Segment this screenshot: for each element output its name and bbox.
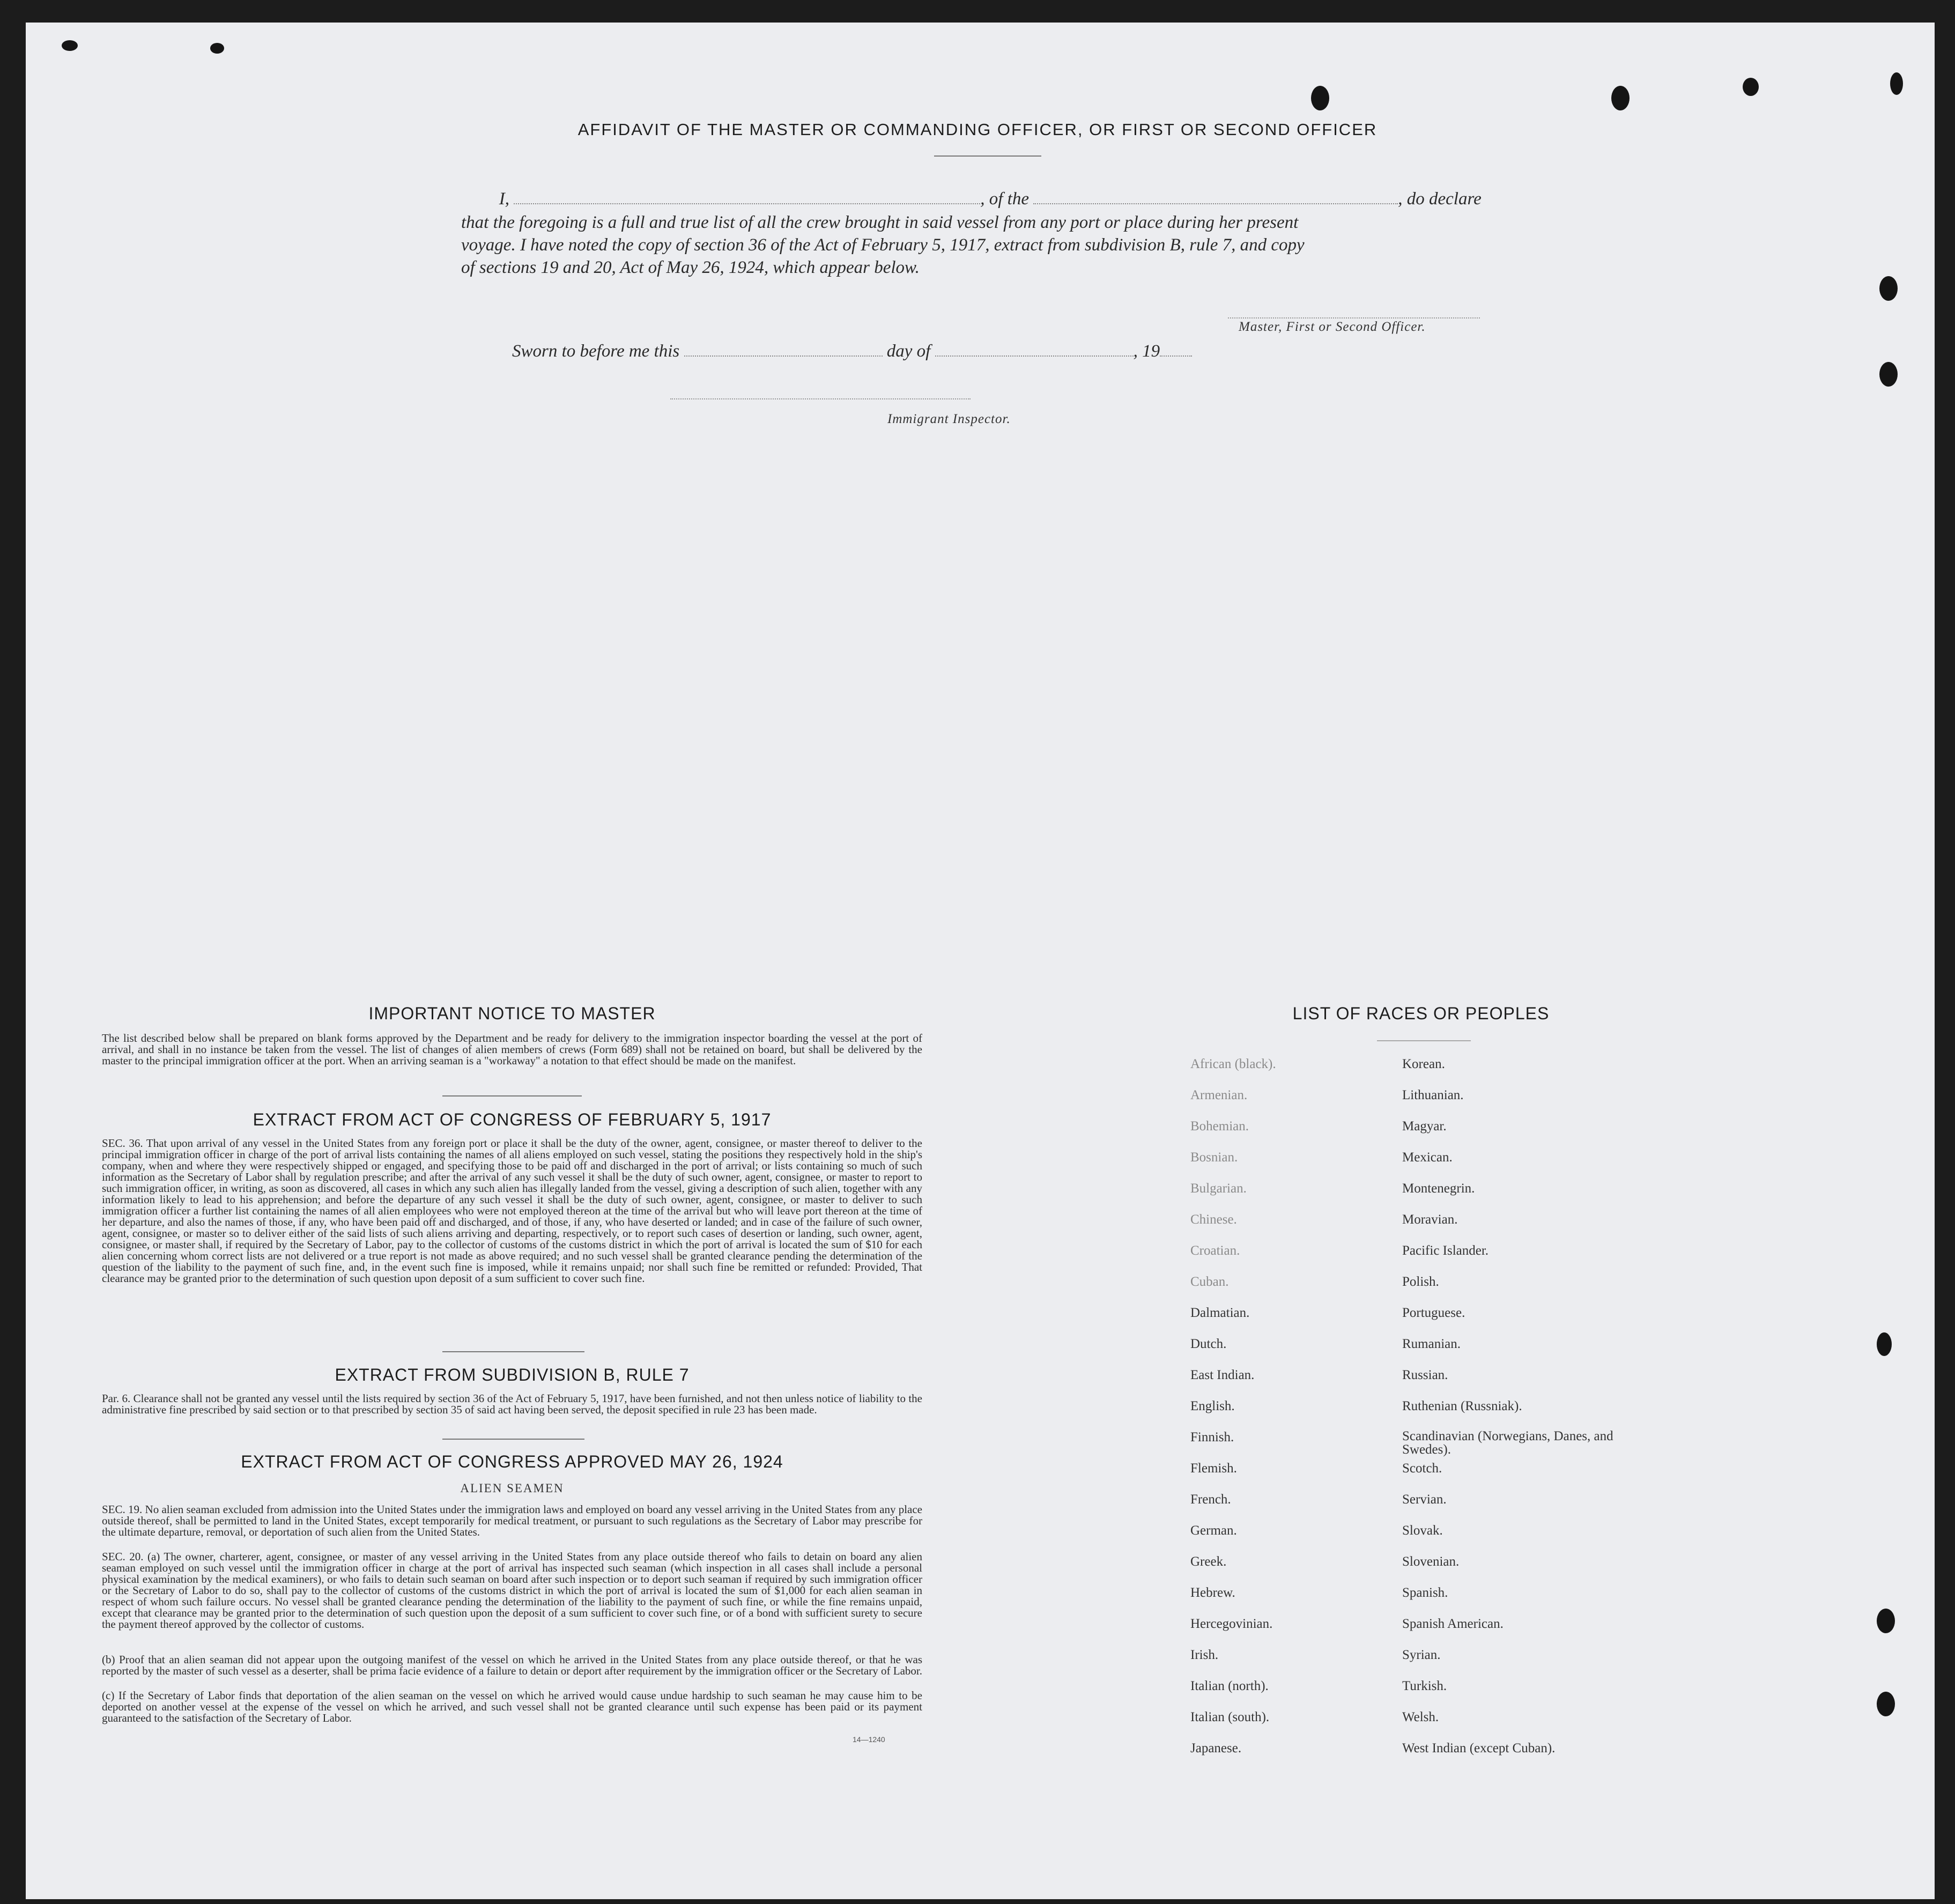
list-item: Polish. [1402, 1275, 1439, 1289]
extract-1924-sec20c: (c) If the Secretary of Labor finds that deportation of the alien seaman on the vessel on which he arrived would cause undue hardship to such seaman he may cause him to be deported on another vessel at the expense of the vessel on which he arrived, and such vessel shall not be granted clearance until such expense has been paid or its payment guaranteed to the satisfaction of the Secretary of Labor. [102, 1689, 922, 1724]
extract-1924-title: EXTRACT FROM ACT OF CONGRESS APPROVED MAY 26, 1924 [241, 1452, 783, 1471]
divider [442, 1351, 584, 1352]
list-item: Irish. [1190, 1648, 1219, 1662]
sworn-prefix: Sworn to before me this [512, 342, 680, 361]
affidavit-declare-label: , do declare [1398, 189, 1482, 209]
binder-hole-decoration [1743, 78, 1759, 96]
signature-label: Master, First or Second Officer. [1239, 320, 1426, 334]
list-item: African (black). [1190, 1057, 1276, 1071]
list-item: Cuban. [1190, 1275, 1229, 1289]
list-item: Hercegovinian. [1190, 1617, 1273, 1631]
binder-hole-decoration [210, 43, 224, 54]
divider [1377, 1040, 1471, 1041]
list-item: Spanish American. [1402, 1617, 1504, 1631]
extract-rule7-text: Par. 6. Clearance shall not be granted any vessel until the lists required by section 36 of the Act of February 5, 1917, have been furnished, and not then unless notice of liability to the administrative fine prescribed by said section or to that prescribed by section 35 of said act having been served, the deposit specified in rule 23 has been made. [102, 1392, 922, 1416]
list-item: Lithuanian. [1402, 1088, 1464, 1102]
notice-title: IMPORTANT NOTICE TO MASTER [368, 1004, 656, 1023]
races-left-column [1190, 1056, 1394, 1772]
affidavit-of-the-label: , of the [980, 189, 1029, 209]
list-item: West Indian (except Cuban). [1402, 1741, 1556, 1755]
affidavit-text-line: of sections 19 and 20, Act of May 26, 1924, which appear below. [461, 258, 920, 277]
races-title: LIST OF RACES OR PEOPLES [1292, 1004, 1550, 1023]
list-item: Slovak. [1402, 1523, 1443, 1538]
list-item: Greek. [1190, 1554, 1227, 1569]
divider [442, 1095, 582, 1097]
list-item: Russian. [1402, 1368, 1448, 1382]
master-name-field[interactable] [514, 190, 980, 204]
list-item: Armenian. [1190, 1088, 1248, 1102]
list-item: Croatian. [1190, 1243, 1240, 1258]
list-item: Hebrew. [1190, 1586, 1235, 1600]
extract-1924-sec20a: SEC. 20. (a) The owner, charterer, agent, consignee, or master of any vessel arriving in the United States from any place outside thereof who fails to detain on board any alien seaman employed on such vessel until the immigration officer in charge at the port of arrival has inspected such seaman (which inspection in all cases shall include a personal physical examination by the medical examiners), or who fails to detain such seaman on board after such inspection or to deport such seaman if required by such immigration officer or the Secretary of Labor to do so, shall pay to the collector of customs of the customs district in which the port of arrival is located the sum of $1,000 for each alien seaman in respect of whom such failure occurs. No vessel shall be granted clearance pending the determination of the liability to the payment of such fine, or while the fine remains unpaid, except that clearance may be granted prior to the determination of such question upon the deposit of a sum sufficient to cover such fine, or of a bond with sufficient surety to secure the payment thereof approved by the collector of customs. [102, 1550, 922, 1631]
master-signature-field[interactable] [1228, 317, 1480, 318]
list-item: Moravian. [1402, 1212, 1458, 1227]
list-item: Italian (south). [1190, 1710, 1270, 1724]
extract-1917-text: SEC. 36. That upon arrival of any vessel in the United States from any foreign port or place it shall be the duty of the owner, agent, consignee, or master thereof to deliver to the principal immigration officer in charge of the port of arrival lists containing the names of all aliens employed on such vessel, stating the positions they respectively hold in the ship's company, when and where they were respectively shipped or engaged, and specifying those to be paid off and discharged in the port of arrival; or lists containing so much of such information as the Secretary of Labor shall by regulation prescribe; and after the arrival of any such vessel it shall be the duty of such owner, agent, consignee, or master to report to such immigration officer, in writing, as soon as discovered, all cases in which any such alien has illegally landed from the vessel, giving a description of such alien, together with any information likely to lead to his apprehension; and before the departure of any such vessel it shall be the duty of such owner, agent, consignee, or master to deliver to such immigration officer a further list containing the names of all alien employees who were not employed thereon at the time of the arrival but who will leave port thereon at the time of her departure, and also the names of those, if any, who have been paid off and discharged, and of those, if any, who have deserted or landed; and in case of the failure of such owner, agent, consignee, or master so to deliver either of the said lists of such aliens arriving and departing, respectively, or to report such cases of desertion or landing, such owner, agent, consignee, or master shall, if required by the Secretary of Labor, pay to the collector of customs of the customs district in which the port of arrival is located the sum of $10 for each alien concerning whom correct lists are not delivered or a true report is not made as above required; and no such vessel shall be granted clearance pending the determination of the question of the liability to the payment of such fine, and, in the event such fine is imposed, while it remains unpaid; nor shall such fine be remitted or refunded: Provided, That clearance may be granted prior to the determination of such question upon deposit of a sum sufficient to cover such fine. [102, 1137, 922, 1285]
list-item: Montenegrin. [1402, 1181, 1475, 1196]
list-item: Welsh. [1402, 1710, 1439, 1724]
divider [442, 1439, 584, 1440]
list-item: East Indian. [1190, 1368, 1255, 1382]
sworn-day-of-label: day of [886, 342, 931, 361]
list-item: Rumanian. [1402, 1337, 1461, 1351]
list-item: Italian (north). [1190, 1679, 1269, 1693]
notice-text: The list described below shall be prepared on blank forms approved by the Department and be ready for delivery to the immigration inspector boarding the vessel at the port of arrival, and shall in no instance be taken from the vessel. The list of changes of alien members of crews (Form 689) shall not be retained on board, but shall be delivered by the master to the principal immigration officer at the port. When an arriving seaman is a "workaway" a notation to that effect should be made on the manifest. [102, 1032, 922, 1067]
extract-1924-sec19: SEC. 19. No alien seaman excluded from admission into the United States under the immigration laws and employed on board any vessel arriving in the United States from any place outside thereof, shall be permitted to land in the United States, except temporarily for medical treatment, or pursuant to such regulations as the Secretary of Labor may prescribe for the ultimate departure, removal, or deportation of such alien from the United States. [102, 1503, 922, 1538]
list-item: Scandinavian (Norwegians, Danes, and Swedes). [1402, 1429, 1613, 1457]
sworn-day-field[interactable] [684, 343, 883, 357]
extract-rule7-title: EXTRACT FROM SUBDIVISION B, RULE 7 [335, 1365, 690, 1384]
binder-hole-decoration [1877, 1692, 1895, 1716]
affidavit-text-line: voyage. I have noted the copy of section 36 of the Act of February 5, 1917, extract from subdivision B, rule 7, and copy [461, 235, 1305, 255]
extract-1917-title: EXTRACT FROM ACT OF CONGRESS OF FEBRUARY 5, 1917 [253, 1110, 772, 1129]
sworn-year-label: , 19 [1133, 342, 1160, 361]
list-item: Spanish. [1402, 1586, 1448, 1600]
binder-hole-decoration [1890, 72, 1903, 95]
list-item: Bulgarian. [1190, 1181, 1247, 1196]
list-item: Dutch. [1190, 1337, 1227, 1351]
list-item: Mexican. [1402, 1150, 1453, 1165]
list-item: Syrian. [1402, 1648, 1441, 1662]
races-right-column [1402, 1056, 1633, 1772]
list-item: Magyar. [1402, 1119, 1447, 1133]
list-item: Portuguese. [1402, 1306, 1465, 1320]
list-item: Slovenian. [1402, 1554, 1460, 1569]
inspector-signature-field[interactable] [670, 398, 971, 399]
affidavit-title: AFFIDAVIT OF THE MASTER OR COMMANDING OFFICER, OR FIRST OR SECOND OFFICER [577, 120, 1378, 139]
binder-hole-decoration [1311, 86, 1329, 110]
list-item: Turkish. [1402, 1679, 1447, 1693]
list-item: Pacific Islander. [1402, 1243, 1489, 1258]
list-item: Japanese. [1190, 1741, 1242, 1755]
binder-hole-decoration [1611, 86, 1630, 110]
form-number: 14—1240 [853, 1735, 885, 1744]
extract-1924-sec20b: (b) Proof that an alien seaman did not appear upon the outgoing manifest of the vessel on which he arrived in the United States from any place outside thereof, or that he was reported by the master of such vessel as a deserter, shall be prima facie evidence of a failure to detain or deport after requirement by the immigration officer or the Secretary of Labor. [102, 1653, 922, 1677]
sworn-year-field[interactable] [1160, 343, 1192, 357]
vessel-name-field[interactable] [1033, 190, 1398, 204]
sworn-month-field[interactable] [935, 343, 1134, 357]
affidavit-text-line: that the foregoing is a full and true list of all the crew brought in said vessel from any port or place during her present [461, 213, 1299, 232]
affidavit-declaration-line [461, 188, 1517, 210]
list-item: Bosnian. [1190, 1150, 1238, 1165]
list-item: Bohemian. [1190, 1119, 1249, 1133]
binder-hole-decoration [1879, 362, 1898, 387]
list-item: Finnish. [1190, 1430, 1234, 1444]
inspector-label: Immigrant Inspector. [887, 412, 1011, 426]
binder-hole-decoration [62, 40, 78, 51]
list-item: German. [1190, 1523, 1237, 1538]
list-item: French. [1190, 1492, 1231, 1507]
list-item: English. [1190, 1399, 1235, 1413]
binder-hole-decoration [1879, 276, 1898, 301]
list-item: Korean. [1402, 1057, 1445, 1071]
binder-hole-decoration [1877, 1609, 1895, 1633]
list-item: Scotch. [1402, 1461, 1442, 1476]
sworn-line [512, 340, 1316, 362]
alien-seamen-subtitle: ALIEN SEAMEN [460, 1481, 564, 1495]
list-item: Flemish. [1190, 1461, 1237, 1476]
affidavit-i-label: I, [499, 189, 509, 209]
divider [934, 155, 1041, 157]
list-item: Servian. [1402, 1492, 1447, 1507]
list-item: Dalmatian. [1190, 1306, 1250, 1320]
list-item: Chinese. [1190, 1212, 1237, 1227]
binder-hole-decoration [1877, 1332, 1892, 1356]
list-item: Ruthenian (Russniak). [1402, 1399, 1522, 1413]
